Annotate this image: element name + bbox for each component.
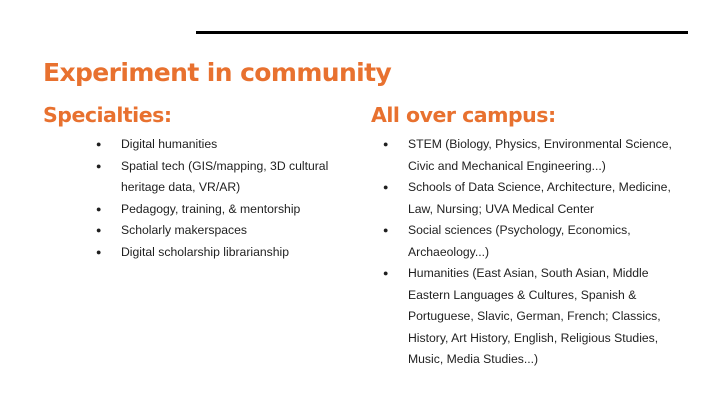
specialty-item: ● Digital scholarship librarianship bbox=[96, 242, 346, 264]
campus-item: ● STEM (Biology, Physics, Environmental Science, Civic and Mechanical Engineering...) bbox=[383, 134, 673, 177]
specialties-list bbox=[96, 134, 346, 263]
campus-item: ● Schools of Data Science, Architecture, Medicine, Law, Nursing; UVA Medical Center bbox=[383, 177, 673, 220]
campus-list bbox=[383, 134, 673, 371]
slide-title: Experiment in community bbox=[43, 58, 392, 87]
header-rule bbox=[196, 31, 688, 34]
specialty-item: ● Digital humanities bbox=[96, 134, 346, 156]
specialty-item: ● Spatial tech (GIS/mapping, 3D cultural heritage data, VR/AR) bbox=[96, 156, 346, 199]
campus-item: ● Humanities (East Asian, South Asian, Middle Eastern Languages & Cultures, Spanish & Portuguese, Slavic, German, French; Classics, History, Art History, English, Religious Studies, Music, Media Studies...) bbox=[383, 263, 673, 371]
specialty-item: ● Pedagogy, training, & mentorship bbox=[96, 199, 346, 221]
campus-heading: All over campus: bbox=[371, 103, 556, 127]
specialties-heading: Specialties: bbox=[43, 103, 172, 127]
campus-item: ● Social sciences (Psychology, Economics, Archaeology...) bbox=[383, 220, 673, 263]
specialty-item: ● Scholarly makerspaces bbox=[96, 220, 346, 242]
